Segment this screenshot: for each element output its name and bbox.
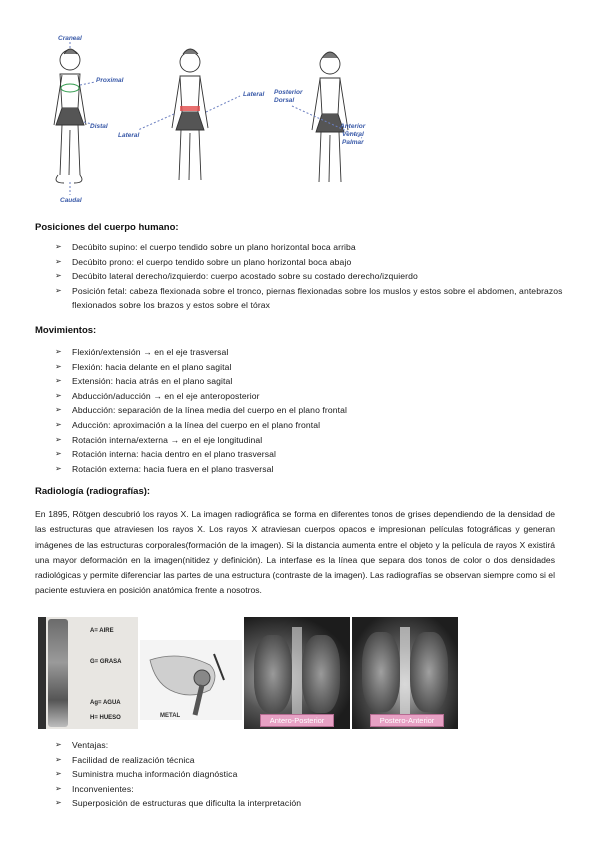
pa-label: Postero-Anterior: [370, 714, 444, 727]
list-item: ➢ Abducción: separación de la línea media del cuerpo en el plano frontal: [55, 405, 348, 416]
right-lung-ap: [302, 635, 340, 713]
list-item: ➢ Flexión/extensión → en el eje trasversal: [55, 347, 229, 357]
list-item: ➢ Rotación externa: hacia fuera en el plano trasversal: [55, 463, 274, 474]
label-dorsal: Dorsal: [274, 97, 295, 104]
positions-list: [55, 240, 575, 313]
radiology-paragraph: En 1895, Rötgen descubrió los rayos X. La imagen radiográfica se forma en diferentes tonos de grises dependiendo de la densidad de las estructuras que atraviesen los rayos X. Los rayos X atraviesan cuerpos opacos e impresionan películas fotográficas y generan imágenes de las estructuras corporales(formación de la imagen). Si la distancia aumenta entre el objeto y la película de rayos X existirá una mayor deformación en la imagen(nitidez y definición). La interfase es la línea que separa dos tonos de color o dos densidades radiológicas y permite diferenciar las partes de una estructura (contraste de la imagen). Las radiografías se observan siempre como si el paciente estuviera en posición anatómica frente a nosotros.: [35, 509, 555, 596]
phantom-edge: [38, 617, 46, 729]
ap-label: Antero-Posterior: [260, 714, 334, 727]
metal-label: METAL: [160, 713, 181, 719]
right-lung-pa: [410, 632, 448, 712]
figure-3: [312, 52, 348, 182]
list-item: ➢ Inconvenientes:: [55, 783, 134, 794]
anatomy-diagram: [40, 30, 430, 208]
list-item: ➢ Suministra mucha información diagnóstica: [55, 769, 238, 780]
heading-radiology: Radiología (radiografías):: [35, 486, 151, 497]
label-ventral: Ventral: [342, 131, 364, 138]
list-item: ➢ Aducción: aproximación a la línea del cuerpo en el plano frontal: [55, 419, 321, 430]
phantom-label-bone: H= HUESO: [90, 715, 121, 721]
phantom-label-air: A= AIRE: [90, 628, 114, 634]
list-item: ➢ Abducción/aducción → en el eje anteroposterior: [55, 390, 260, 401]
spine-shadow: [400, 627, 410, 717]
phantom-label-fat: G= GRASA: [90, 659, 122, 665]
label-lateral-left: Lateral: [118, 132, 140, 139]
chest-xray-pa: [352, 617, 458, 729]
label-caudal: Caudal: [60, 197, 82, 204]
label-craneal: Craneal: [58, 35, 82, 42]
pros-cons-list: [55, 738, 575, 811]
movements-list: [55, 345, 575, 476]
label-posterior: Posterior: [274, 89, 303, 96]
label-lateral-right: Lateral: [243, 91, 265, 98]
spine-shadow: [292, 627, 302, 717]
list-item: ➢ Extensión: hacia atrás en el plano sagital: [55, 376, 233, 387]
list-item: ➢ Rotación interna: hacia dentro en el plano trasversal: [55, 449, 277, 460]
label-proximal: Proximal: [96, 77, 124, 84]
density-phantom-image: [38, 617, 138, 729]
label-distal: Distal: [90, 123, 108, 130]
left-lung-ap: [254, 635, 292, 713]
list-item: ➢ Rotación interna/externa → en el eje longitudinal: [55, 434, 263, 445]
list-item: ➢ Decúbito lateral derecho/izquierdo: cuerpo acostado sobre su costado derecho/izquierdo: [55, 271, 418, 282]
list-item: ➢ Ventajas:: [55, 740, 109, 750]
phantom-label-water: Ag= AGUA: [90, 700, 121, 706]
left-lung-pa: [362, 632, 400, 712]
chest-xray-ap: [244, 617, 350, 729]
phantom-tube: [48, 619, 68, 727]
heading-positions: Posiciones del cuerpo humano:: [35, 222, 179, 233]
figure-1: [54, 49, 86, 183]
label-anterior: Anterior: [340, 123, 366, 130]
list-item: ➢ Decúbito prono: el cuerpo tendido sobre un plano horizontal boca abajo: [55, 256, 352, 267]
anatomical-figures: [40, 30, 430, 208]
list-item: ➢ Superposición de estructuras que dificulta la interpretación: [55, 798, 302, 809]
hip-illustration: [140, 640, 242, 720]
list-item: ➢ Flexión: hacia delante en el plano sagital: [55, 361, 232, 372]
list-item: ➢ Decúbito supino: el cuerpo tendido sobre un plano horizontal boca arriba: [55, 242, 356, 252]
label-palmar: Palmar: [342, 139, 364, 146]
figure-2: [172, 49, 208, 180]
heading-movements: Movimientos:: [35, 325, 97, 336]
hip-metal-xray: [140, 640, 242, 720]
list-item: ➢ Posición fetal: cabeza flexionada sobre el tronco, piernas flexionadas sobre los muslos y estos sobre el abdomen, antebrazos flexionados sobre los brazos y estos sobre el tórax: [55, 285, 563, 311]
list-item: ➢ Facilidad de realización técnica: [55, 754, 195, 765]
